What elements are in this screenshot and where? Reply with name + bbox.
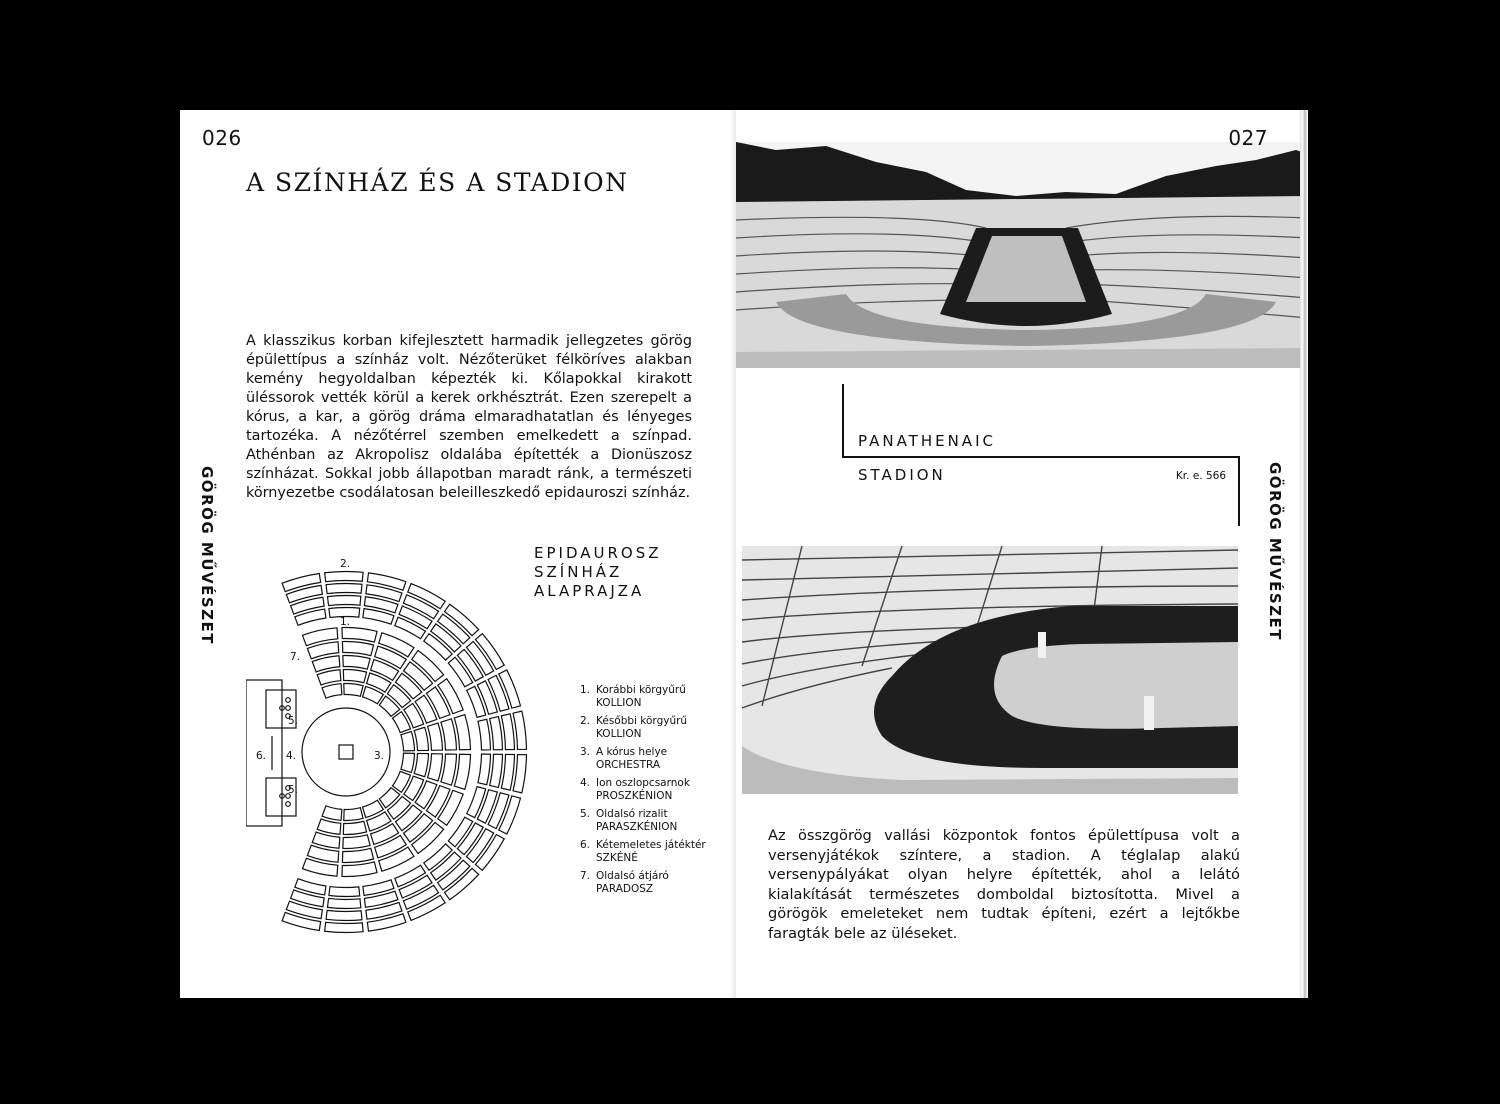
legend-number: 1.	[580, 684, 591, 696]
legend-term: SZKÉNÉ	[596, 851, 638, 864]
legend-item	[580, 746, 710, 771]
stadion-paragraph: Az összgörög vallási központok fontos épülettípusa volt a versenyjátékok színtere, a stadion. A téglalap alakú versenypályákat olyan helyre építették, ahol a lelátó kialakítását természetes domboldal biztosította. Mivel a görögök emeleteket nem tudtak építeni, ezért a lejtőkbe faragták bele az üléseket.	[768, 827, 1240, 942]
legend-item	[580, 808, 710, 833]
legend-item	[580, 715, 710, 740]
side-label-left: GÖRÖG MŰVÉSZET	[198, 466, 216, 646]
legend-number: 2.	[580, 715, 591, 727]
legend-item	[580, 684, 710, 709]
legend-item	[580, 777, 710, 802]
legend-term: ORCHESTRA	[596, 758, 661, 771]
legend-number: 7.	[580, 870, 591, 882]
title-box-rule	[842, 384, 844, 456]
plan-label-5: 5.	[288, 715, 299, 727]
legend-number: 4.	[580, 777, 591, 789]
legend-item	[580, 870, 710, 895]
legend-term: KOLLION	[596, 727, 642, 740]
stadium-panorama-image	[736, 142, 1308, 368]
stadium-photo-panorama	[736, 142, 1308, 368]
plan-label-7: 7.	[290, 651, 301, 663]
plan-heading-line: ALAPRAJZA	[534, 582, 645, 600]
plan-label-2: 2.	[340, 558, 351, 570]
legend-term: PARASZKÉNION	[596, 820, 678, 833]
plan-label-4: 4.	[286, 750, 297, 762]
legend-term: PROSZKÉNION	[596, 789, 673, 802]
legend-number: 6.	[580, 839, 591, 851]
legend-number: 5.	[580, 808, 591, 820]
plan-label-6: 6.	[256, 750, 267, 762]
right-page	[736, 110, 1308, 998]
plan-label-3: 3.	[374, 750, 385, 762]
stadium-photo-track	[742, 546, 1238, 794]
page-number-right: 027	[1228, 126, 1268, 150]
plan-label-5: 5.	[288, 784, 299, 796]
legend-term: PARADOSZ	[596, 882, 654, 895]
plan-heading-line: EPIDAUROSZ	[534, 544, 662, 562]
left-page	[180, 110, 736, 998]
legend-text: Kétemeletes játéktér	[596, 839, 706, 851]
page-number-left: 026	[202, 126, 242, 150]
title-box-rule	[1238, 456, 1240, 526]
legend-text: Ion oszlopcsarnok	[596, 777, 690, 789]
page-title: A SZÍNHÁZ ÉS A STADION	[246, 168, 629, 197]
plan-legend	[580, 684, 710, 901]
plan-label-1: 1.	[340, 616, 351, 628]
legend-text: A kórus helye	[596, 746, 668, 758]
legend-number: 3.	[580, 746, 591, 758]
side-label-right: GÖRÖG MŰVÉSZET	[1266, 462, 1284, 642]
stadion-date: Kr. e. 566	[1175, 470, 1226, 482]
legend-term: KOLLION	[596, 696, 642, 709]
stadium-track-image	[742, 546, 1238, 794]
legend-text: Korábbi körgyűrű	[596, 684, 686, 696]
legend-text: Oldalsó átjáró	[596, 870, 669, 882]
legend-item	[580, 839, 710, 864]
legend-text: Későbbi körgyűrű	[596, 715, 688, 727]
stadion-title-line-2: STADION	[858, 466, 946, 484]
stadion-title-box	[842, 384, 1240, 526]
stadion-title-line-1: PANATHENAIC	[858, 432, 996, 450]
title-box-rule	[842, 456, 1240, 458]
legend-text: Oldalsó rizalit	[596, 808, 668, 820]
plan-heading-line: SZÍNHÁZ	[534, 563, 623, 581]
page-edge	[1300, 110, 1308, 998]
intro-paragraph: A klasszikus korban kifejlesztett harmadik jellegzetes görög épülettípus a színház volt. Nézőterüket félköríves alakban kemény hegyoldalban képezték ki. Kőlapokkal kirakott üléssorok vették körül a kerek orkhésztrát. Ezen szerepelt a kórus, a kar, a görög dráma elmaradhatatlan és lényeges tartozéka. A nézőtérrel szemben emelkedett a színpad. Athénban az Akropolisz oldalába építették a Dionüszosz színházat. Sokkal jobb állapotban maradt ránk, a természeti környezetbe csodálatosan beleilleszkedő epidauroszi színház.	[246, 333, 692, 501]
